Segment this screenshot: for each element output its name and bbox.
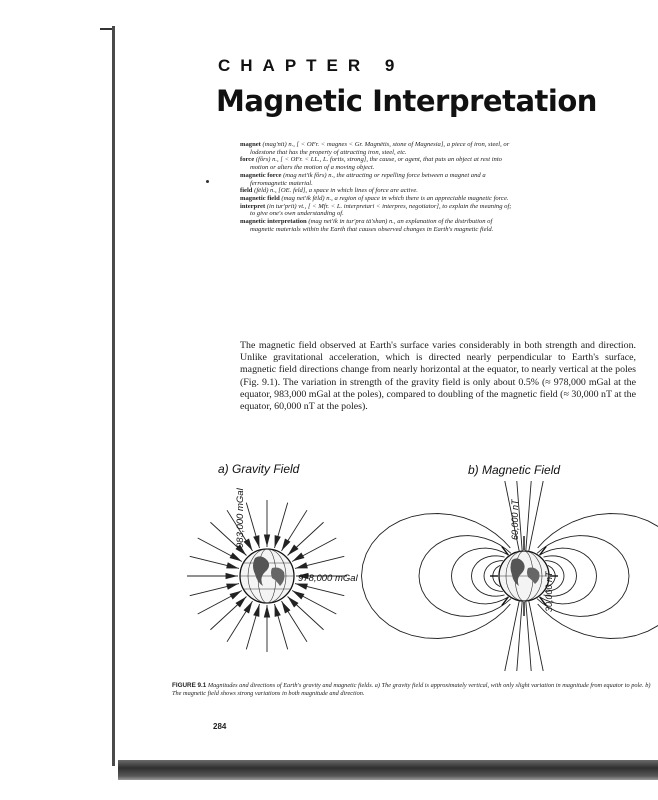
definition-term: magnetic field (240, 194, 280, 202)
magnetic-equator-label: 30,000 nT (544, 571, 554, 612)
gravity-field-diagram (187, 487, 359, 652)
scan-bottom-shadow (118, 760, 658, 780)
page-title: Magnetic Interpretation (216, 84, 597, 118)
definition-term: force (240, 156, 255, 164)
definition-text: (mag net'ik fôrs) n., the attracting or repelling force between a magnet and a ferromagnetic material. (250, 171, 486, 187)
magnetic-field-line (529, 601, 543, 671)
magnetic-field-line (505, 601, 519, 671)
gravity-globe (240, 549, 294, 603)
definition-term: interpret (240, 202, 266, 210)
magnetic-field-line (362, 514, 511, 639)
gravity-pole-label: 983,000 mGal (235, 488, 246, 548)
definition-term: magnetic interpretation (240, 218, 307, 226)
gravity-arrowhead (289, 598, 298, 607)
gravity-arrowhead (264, 535, 269, 545)
magnetic-field-line (529, 481, 543, 551)
magnetic-field-diagram (362, 481, 658, 671)
gravity-arrowhead (275, 606, 280, 616)
gravity-arrowhead (244, 603, 251, 613)
definition-entry (240, 195, 518, 203)
figure-caption (172, 682, 654, 697)
definition-entry (240, 172, 518, 187)
definition-text: (fēld) n., [OE. feld], a space in which lines of force are active. (254, 187, 418, 195)
definition-entry (240, 203, 518, 218)
gravity-arrowhead (230, 553, 240, 560)
gravity-arrowhead (297, 584, 307, 589)
gravity-arrowhead (226, 573, 236, 578)
definition-term: field (240, 187, 253, 195)
gravity-arrowhead (230, 592, 240, 599)
definition-text: (mag net'ik fēld) n., a region of space in which there is an appreciable magnetic force. (281, 194, 509, 202)
magnetic-pole-label: 60,000 nT (510, 499, 520, 540)
body-paragraph: The magnetic field observed at Earth's surface varies considerably in both strength and direction. Unlike gravitational acceleration, which is directed nearly perpendicular to Earth's surface, magnetic field directions change from nearly horizontal at the equator, to nearly vertical at the poles (Fig. 9.1). The variation in strength of the gravity field is only about 0.5% (≈ 978,000 mGal at the equator, 983,000 mGal at the poles), compared to doubling of the magnetic field (≈ 30,000 nT at the equator, 60,000 nT at the poles). (240, 340, 636, 413)
gravity-arrowhead (297, 563, 307, 568)
gravity-arrowhead (283, 603, 290, 613)
magnetic-field-line (517, 601, 522, 671)
gravity-arrowhead (289, 545, 298, 554)
definition-text: (in tur'prit) vt., [ < Mfr. < L. interpretari < interpres, negotiator], to explain the meaning of; to give one's own understanding of. (250, 202, 512, 218)
definition-term: magnetic force (240, 171, 282, 179)
gravity-arrowhead (254, 536, 259, 546)
definition-text: (mag net'ik in tur'pra tā'shan) n., an explanation of the distribution of magnetic materials within the Earth that causes observed changes in Earth's magnetic field. (250, 218, 494, 233)
scan-speck (206, 180, 209, 183)
definition-text: (fôrs) n., [ < OFr. < LL., L. fortis, strong], the cause, or agent, that puts an object at rest into motion or alters the motion of a moving object. (250, 156, 502, 172)
gravity-arrowhead (264, 607, 269, 617)
panel-b-title: b) Magnetic Field (468, 463, 561, 477)
gravity-arrowhead (294, 592, 304, 599)
caption-figure-number: FIGURE 9.1 (172, 682, 207, 689)
definition-entry (240, 156, 518, 171)
gravity-arrowhead (283, 539, 290, 549)
caption-text: Magnitudes and directions of Earth's gravity and magnetic fields. a) The gravity field is approximately vertical, with only slight variation in magnitude from equator to pole. b) The magnetic field shows strong variations in both magnitude and direction. (172, 682, 651, 697)
gravity-arrowhead (294, 553, 304, 560)
definition-term: magnet (240, 141, 261, 148)
definition-entry (240, 187, 518, 195)
gravity-arrowhead (236, 598, 245, 607)
magnetic-field-line (526, 601, 531, 671)
magnetic-globe (499, 551, 549, 601)
gravity-arrowhead (254, 606, 259, 616)
gravity-arrowhead (275, 536, 280, 546)
definition-entry (240, 218, 518, 233)
page-binding-edge (112, 26, 115, 766)
magnetic-field-line (526, 481, 531, 551)
chapter-label: CHAPTER 9 (218, 56, 405, 75)
gravity-arrowhead (227, 563, 237, 568)
gravity-arrowhead (227, 584, 237, 589)
figure-9-1 (160, 478, 658, 678)
definition-entry (240, 141, 518, 156)
panel-a-title: a) Gravity Field (218, 462, 300, 476)
page-number: 284 (213, 722, 227, 731)
definitions-list (240, 141, 518, 233)
gravity-equator-label: 978,000 mGal (298, 573, 358, 584)
definition-text: (mag'nit) n., [ < OFr. < magnes < Gr. Magnētis, stone of Magnesia], a piece of iron, steel, or lodestone that has the property of attracting iron, steel, etc. (250, 141, 510, 156)
